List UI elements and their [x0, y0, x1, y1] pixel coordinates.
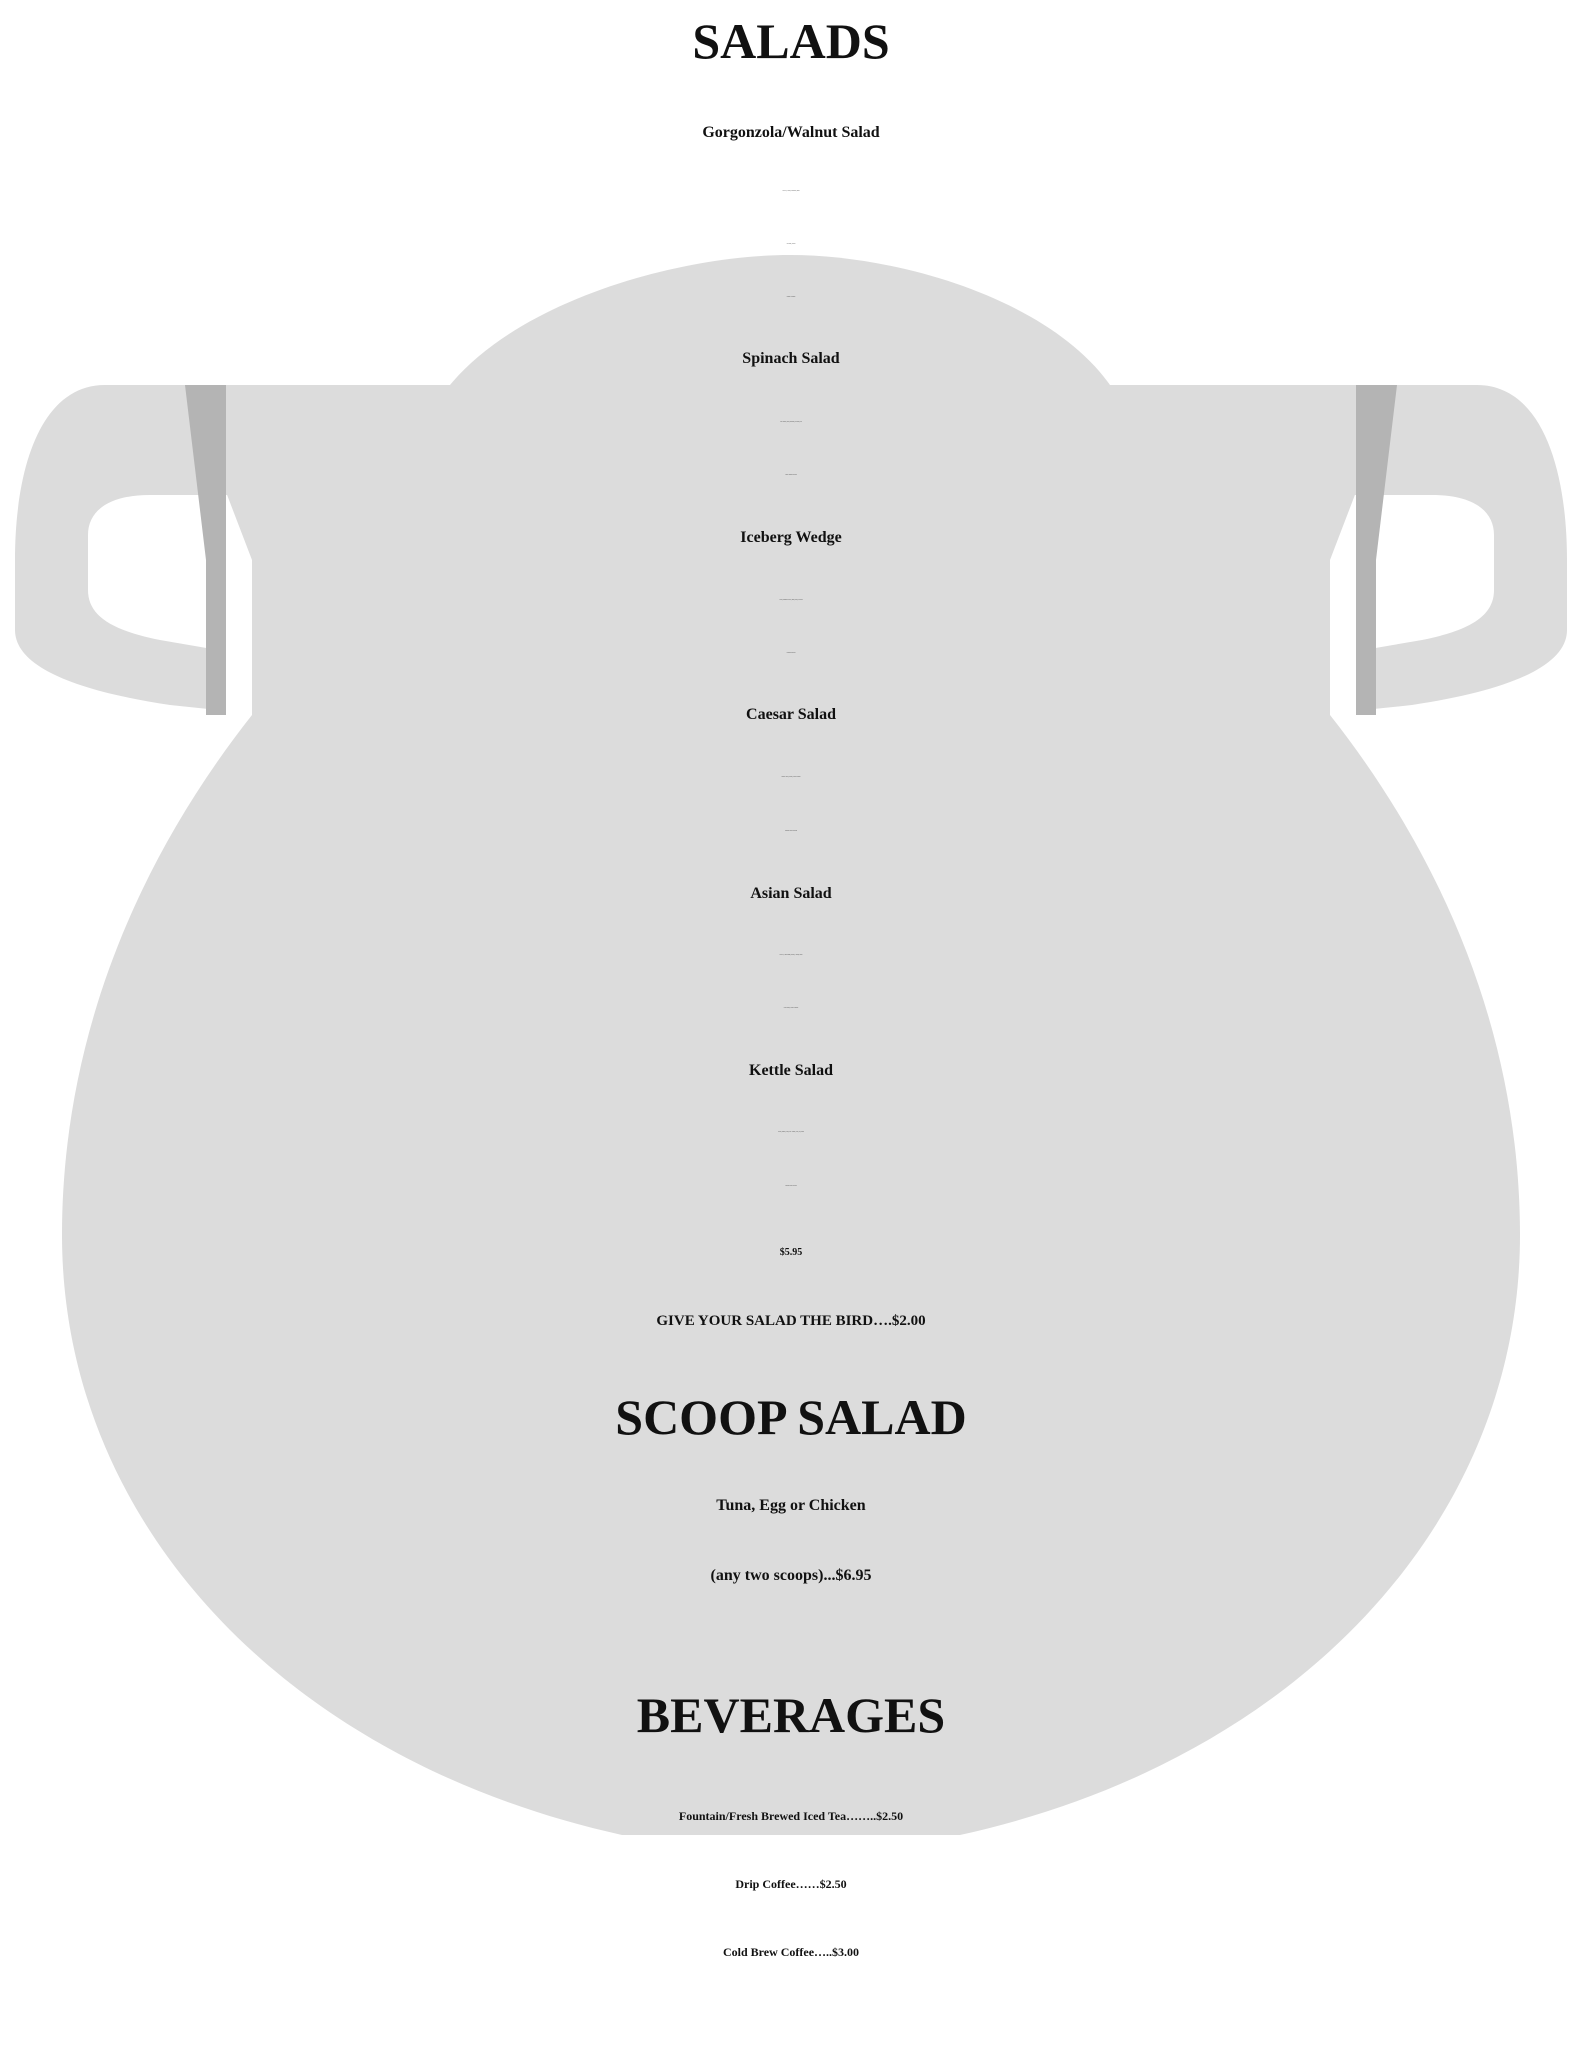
item-name-gorgonzola-walnut: Gorgonzola/Walnut Salad	[702, 124, 880, 141]
item-desc: Gorgonzola Dressing	[786, 653, 796, 654]
item-desc: Buttermilk Ranch Dressing	[785, 1186, 797, 1187]
beverage-item: Cold Brew Coffee…..$3.00	[722, 1945, 860, 1959]
scoop-price: (any two scoops)...$6.95	[710, 1567, 872, 1584]
item-name-iceberg-wedge: Iceberg Wedge	[740, 529, 842, 546]
beverage-item: Drip Coffee……$2.50	[735, 1877, 847, 1891]
beverages-heading: BEVERAGES	[636, 1687, 946, 1743]
item-desc: Iceberg, Romaine, Fennel, Baby Arugula, Frisee, Mint, Radish	[777, 1132, 805, 1133]
item-desc: Crispy noodles, Sesame Vinaigrette	[783, 1008, 799, 1009]
salad-price: $5.95	[779, 1247, 803, 1258]
item-name-kettle: Kettle Salad	[749, 1062, 833, 1079]
beverage-item: Fountain/Fresh Brewed Iced Tea……..$2.50	[678, 1809, 904, 1823]
salads-heading: SALADS	[692, 13, 890, 69]
item-desc: Romaine Hearts, Croutons, Shaved Parmesan	[781, 777, 801, 778]
item-desc: Balsamic Vinaigrette	[786, 297, 796, 298]
item-desc: Baby Spinach, Bacon, Mushrooms, Red Onion, Egg	[780, 422, 802, 423]
item-desc: Iceberg, Gorgonzola Cheese, Tomato, Bacon, Red Onion	[779, 600, 803, 601]
item-name-spinach: Spinach Salad	[742, 350, 840, 367]
scoop-choices: Tuna, Egg or Chicken	[716, 1497, 866, 1514]
scoop-salad-heading: SCOOP SALAD	[615, 1389, 967, 1445]
item-desc: Bacon Vinaigrette Dressing	[785, 475, 797, 476]
salad-addon: GIVE YOUR SALAD THE BIRD….$2.00	[656, 1313, 926, 1329]
item-name-asian: Asian Salad	[750, 885, 832, 902]
item-desc: Red Onion, Scallions	[786, 244, 796, 245]
item-name-caesar: Caesar Salad	[746, 706, 836, 723]
item-desc: Kettle Mix, Walnuts, Gorgonzola, Tomato	[782, 191, 800, 192]
item-desc: Traditional Caesar Dressings	[784, 831, 798, 832]
item-desc: Kettle Mix, Napa Cabbage, Scallions, Almonds, Carrots	[779, 955, 803, 956]
